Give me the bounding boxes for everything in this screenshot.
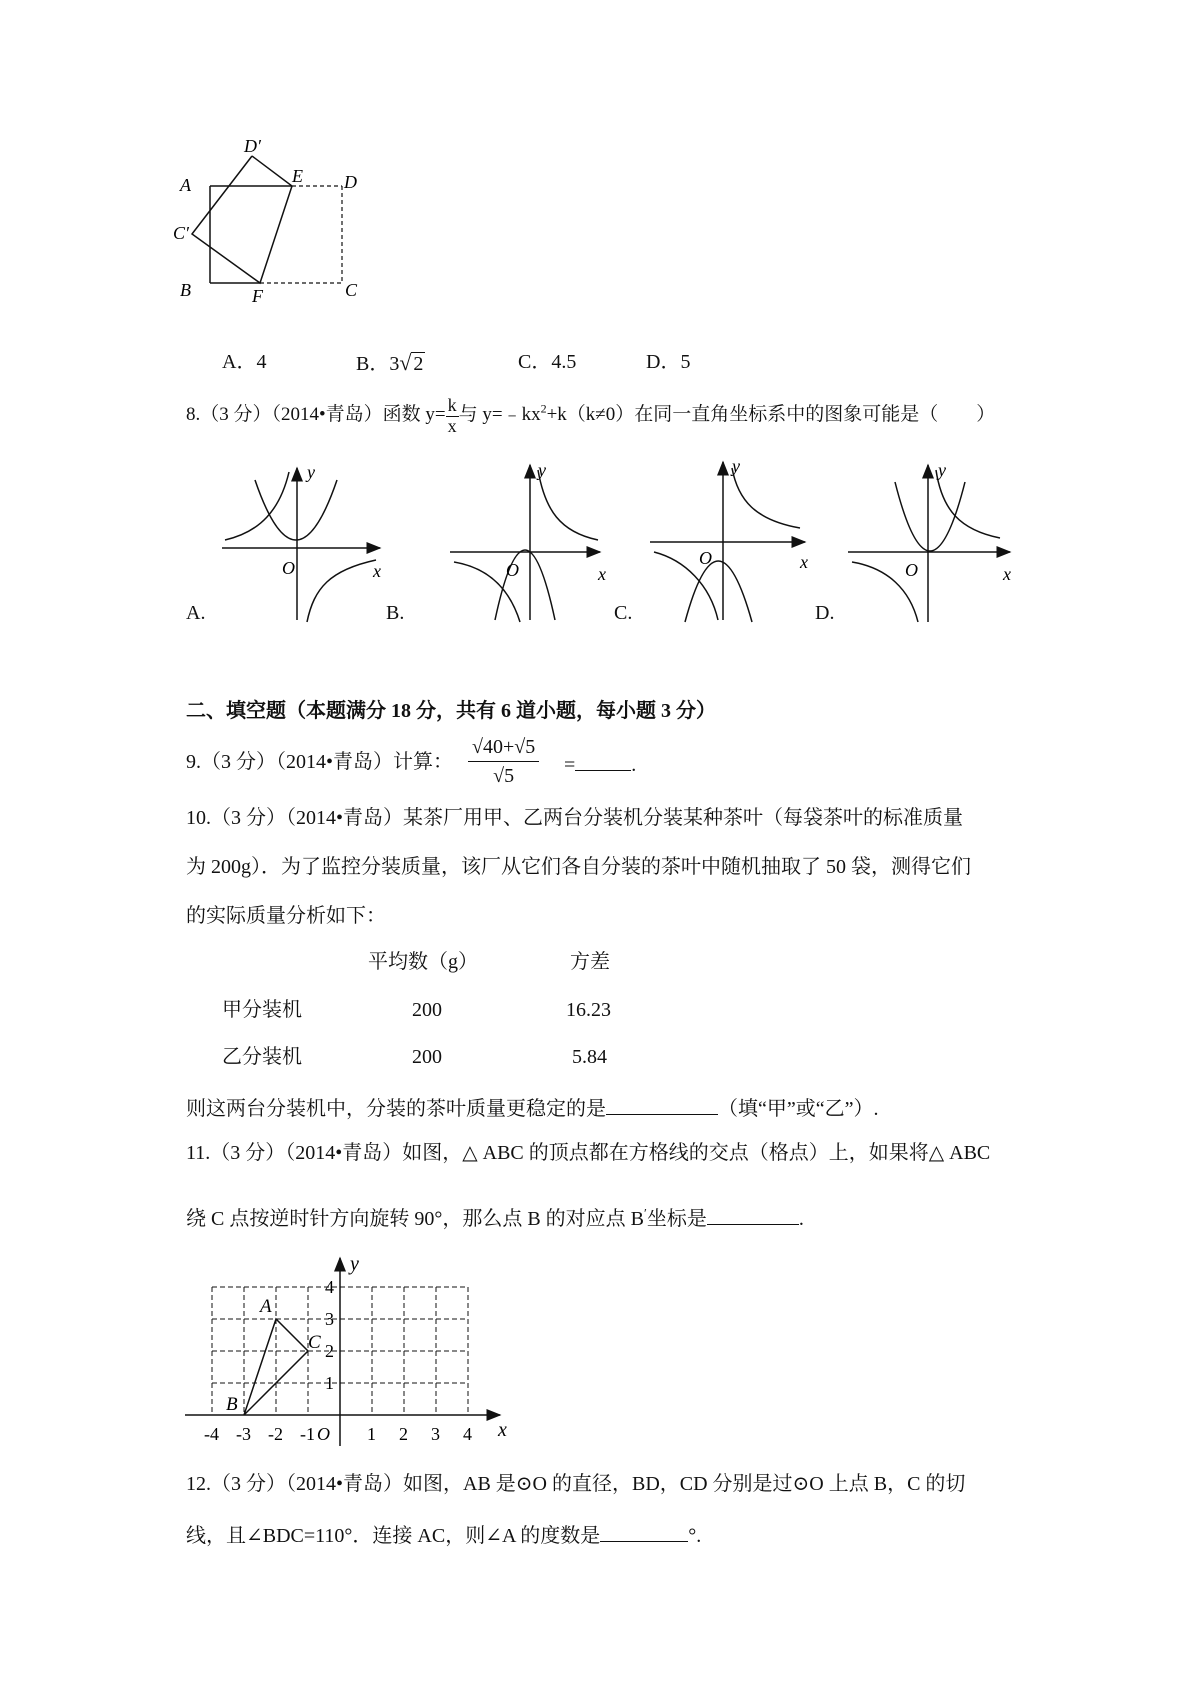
q8-graph-a xyxy=(222,462,381,622)
q11-line2 xyxy=(186,1206,804,1229)
q8-sup: 2 xyxy=(540,401,547,416)
q10-row2-variance: 5.84 xyxy=(572,1046,607,1068)
q9-denominator: √5 xyxy=(493,765,515,787)
q8-frac-den: x xyxy=(447,415,457,436)
q8-option-a: A. xyxy=(186,602,206,624)
q11-grid-figure xyxy=(180,1250,520,1450)
q10-line2: 为 200g）．为了监控分装质量，该厂从它们各自分装的茶叶中随机抽取了 50 袋，测得它们 xyxy=(186,856,971,878)
q10-blank[interactable] xyxy=(606,1096,718,1115)
q8d-x: x xyxy=(1003,564,1011,584)
q11-point-c: C xyxy=(308,1332,321,1353)
q9-answer xyxy=(564,752,636,775)
q8c-y: y xyxy=(732,456,740,476)
q7-option-b-label: B．3 xyxy=(356,353,400,375)
q10-row2-mean: 200 xyxy=(412,1046,442,1068)
q7-label-c-prime: C′ xyxy=(173,223,189,243)
q8a-origin: O xyxy=(282,558,295,578)
q10-conclusion xyxy=(186,1096,879,1119)
q9-numerator: √40+√5 xyxy=(468,733,539,762)
q12-blank[interactable] xyxy=(600,1523,688,1542)
q11-line2-mid: 坐标是 xyxy=(646,1208,707,1230)
q7-option-c: C．4.5 xyxy=(518,351,577,373)
q11-xtick-neg4: -4 xyxy=(204,1424,219,1444)
q11-y-ticks xyxy=(325,1277,334,1393)
q7-label-d: D xyxy=(344,172,357,192)
q11-point-a: A xyxy=(260,1296,272,1317)
q11-xtick-neg2: -2 xyxy=(268,1424,283,1444)
q7-label-e: E xyxy=(292,166,303,186)
q8a-y: y xyxy=(307,462,315,482)
q7-option-b xyxy=(356,352,425,374)
q10-row1-variance: 16.23 xyxy=(566,999,611,1021)
section2-title: 二、填空题（本题满分 18 分，共有 6 道小题，每小题 3 分） xyxy=(186,700,716,722)
q7-label-c: C xyxy=(345,280,358,300)
q11-ytick-4: 4 xyxy=(325,1277,334,1297)
q7-option-a: A．4 xyxy=(222,351,267,373)
q8-graphs xyxy=(0,456,1100,640)
q11-ytick-2: 2 xyxy=(325,1341,334,1361)
q11-xtick-4: 4 xyxy=(463,1424,472,1444)
q11-prime: ′ xyxy=(644,1205,647,1221)
q11-origin: O xyxy=(317,1424,330,1444)
q8-graph-c xyxy=(650,456,808,622)
q9-question xyxy=(186,752,453,772)
q11-point-b: B xyxy=(226,1394,238,1415)
q11-ytick-3: 3 xyxy=(325,1309,334,1329)
q8b-y: y xyxy=(538,460,546,480)
q8-prefix: 8.（3 分）（2014•青岛）函数 y= xyxy=(186,403,446,425)
q7-option-d: D．5 xyxy=(646,351,691,373)
q11-x-label: x xyxy=(498,1419,507,1441)
q11-xtick-1: 1 xyxy=(367,1424,376,1444)
q12-line1: 12.（3 分）（2014•青岛）如图，AB 是⊙O 的直径，BD，CD 分别是过⊙O 上点 B，C 的切 xyxy=(186,1473,966,1495)
q9-equals: = xyxy=(564,754,576,776)
q10-row1-name: 甲分装机 xyxy=(222,999,302,1021)
q8b-x: x xyxy=(598,564,606,584)
q7-label-b: B xyxy=(180,280,191,300)
q10-row1-mean: 200 xyxy=(412,999,442,1021)
q8-option-c: C. xyxy=(614,602,633,624)
q10-header-variance: 方差 xyxy=(570,951,610,973)
q8-question xyxy=(186,396,995,437)
q7-label-a: A xyxy=(180,175,191,195)
q8c-origin: O xyxy=(699,548,712,568)
q8-suffix-pre: 与 y=﹣kx xyxy=(458,403,541,425)
q12-line2 xyxy=(186,1523,701,1546)
q7-label-f: F xyxy=(252,286,263,306)
q10-conclusion-post: （填“甲”或“乙”）. xyxy=(718,1098,879,1120)
q11-ytick-1: 1 xyxy=(325,1373,334,1393)
q11-blank[interactable] xyxy=(707,1206,799,1225)
q11-xtick-neg1: -1 xyxy=(300,1424,315,1444)
q8d-origin: O xyxy=(905,560,918,580)
q7-option-b-radicand: 2 xyxy=(413,353,424,375)
q11-line2-pre: 绕 C 点按逆时针方向旋转 90°，那么点 B 的对应点 B xyxy=(186,1208,645,1230)
q10-row2-name: 乙分装机 xyxy=(222,1046,302,1068)
q10-line1: 10.（3 分）（2014•青岛）某茶厂用甲、乙两台分装机分装某种茶叶（每袋茶叶的标准质量 xyxy=(186,807,964,829)
q11-line1: 11.（3 分）（2014•青岛）如图，△ ABC 的顶点都在方格线的交点（格点）上，如果将△ ABC xyxy=(186,1142,991,1164)
q8-suffix-post: +k（k≠0）在同一直角坐标系中的图象可能是（ ） xyxy=(546,403,996,425)
q11-xtick-3: 3 xyxy=(431,1424,440,1444)
q10-header-mean: 平均数（g） xyxy=(368,951,478,973)
q7-label-d-prime: D′ xyxy=(244,136,261,156)
q11-y-label: y xyxy=(350,1253,359,1275)
q9-fraction xyxy=(468,733,539,790)
q10-line3: 的实际质量分析如下： xyxy=(186,905,386,927)
q8d-y: y xyxy=(938,460,946,480)
q8-frac-num: k xyxy=(447,395,457,415)
q8-option-d: D. xyxy=(815,602,835,624)
q8b-origin: O xyxy=(506,560,519,580)
q9-blank[interactable] xyxy=(575,752,631,771)
q9-end: . xyxy=(631,754,637,776)
q11-line2-end: . xyxy=(798,1208,804,1230)
q8-graph-d xyxy=(848,460,1011,622)
sqrt-symbol: √ xyxy=(399,350,412,375)
q7-figure xyxy=(173,136,390,310)
q8c-x: x xyxy=(800,552,808,572)
q9-prefix: 9.（3 分）（2014•青岛）计算： xyxy=(186,751,454,773)
q8a-x: x xyxy=(373,561,381,581)
q8-fraction xyxy=(446,396,459,437)
q12-line2-post: °. xyxy=(688,1525,702,1547)
q11-x-ticks xyxy=(204,1424,472,1444)
q8-option-b: B. xyxy=(386,602,405,624)
q11-xtick-2: 2 xyxy=(399,1424,408,1444)
q12-line2-pre: 线，且∠BDC=110°．连接 AC，则∠A 的度数是 xyxy=(186,1525,601,1547)
q8-graph-b xyxy=(450,460,606,622)
q11-xtick-neg3: -3 xyxy=(236,1424,251,1444)
q10-conclusion-pre: 则这两台分装机中，分装的茶叶质量更稳定的是 xyxy=(186,1098,606,1120)
